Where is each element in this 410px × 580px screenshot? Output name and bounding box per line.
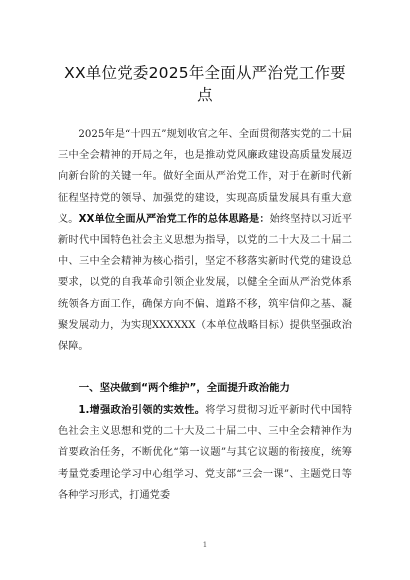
section1-paragraph <box>58 400 352 506</box>
intro-paragraph-rest: 始终坚持以习近平新时代中国特色社会主义思想为指导，以党的二十大及二十届二中、三中全会精神为核心指引，坚定不移落实新时代党的建设总要求，以党的自我革命引领企业发展，以健全全面从严治党体系统领各方面工作，确保方向不偏、道路不移，筑牢信仰之基、凝聚发展动力，为实现XXXXXX（本单位战略目标）提供坚强政治保障。 <box>58 213 353 353</box>
intro-paragraph-highlight: XX单位全面从严治党工作的总体思路是： <box>78 213 270 225</box>
section1-paragraph-rest: 将学习贯彻习近平新时代中国特色社会主义思想和党的二十大及二十届二中、三中全会精神作为首要政治任务，不断优化“第一议题”与其它议题的衔接度，统筹考量党委理论学习中心组学习、党支部“三会一课”、主题党日等各种学习形式，打通党委 <box>58 405 352 501</box>
document-title: XX单位党委2025年全面从严治党工作要点 <box>64 64 346 104</box>
page-number: 1 <box>202 541 208 549</box>
intro-paragraph <box>58 124 352 357</box>
intro-paragraph-lead: 2025年是“十四五”规划收官之年、全面贯彻落实党的二十届三中全会精神的开局之年，也是推动党风廉政建设高质量发展迈向新台阶的关键一年。做好全面从严治党工作，对于在新时代新征程坚持党的领导、加强党的建设，实现高质量发展具有重大意义。 <box>58 129 352 225</box>
section-heading-1: 一、坚决做到“两个维护”，全面提升政治能力 <box>78 382 290 394</box>
section1-paragraph-lead: 1.增强政治引领的实效性。 <box>78 405 206 416</box>
